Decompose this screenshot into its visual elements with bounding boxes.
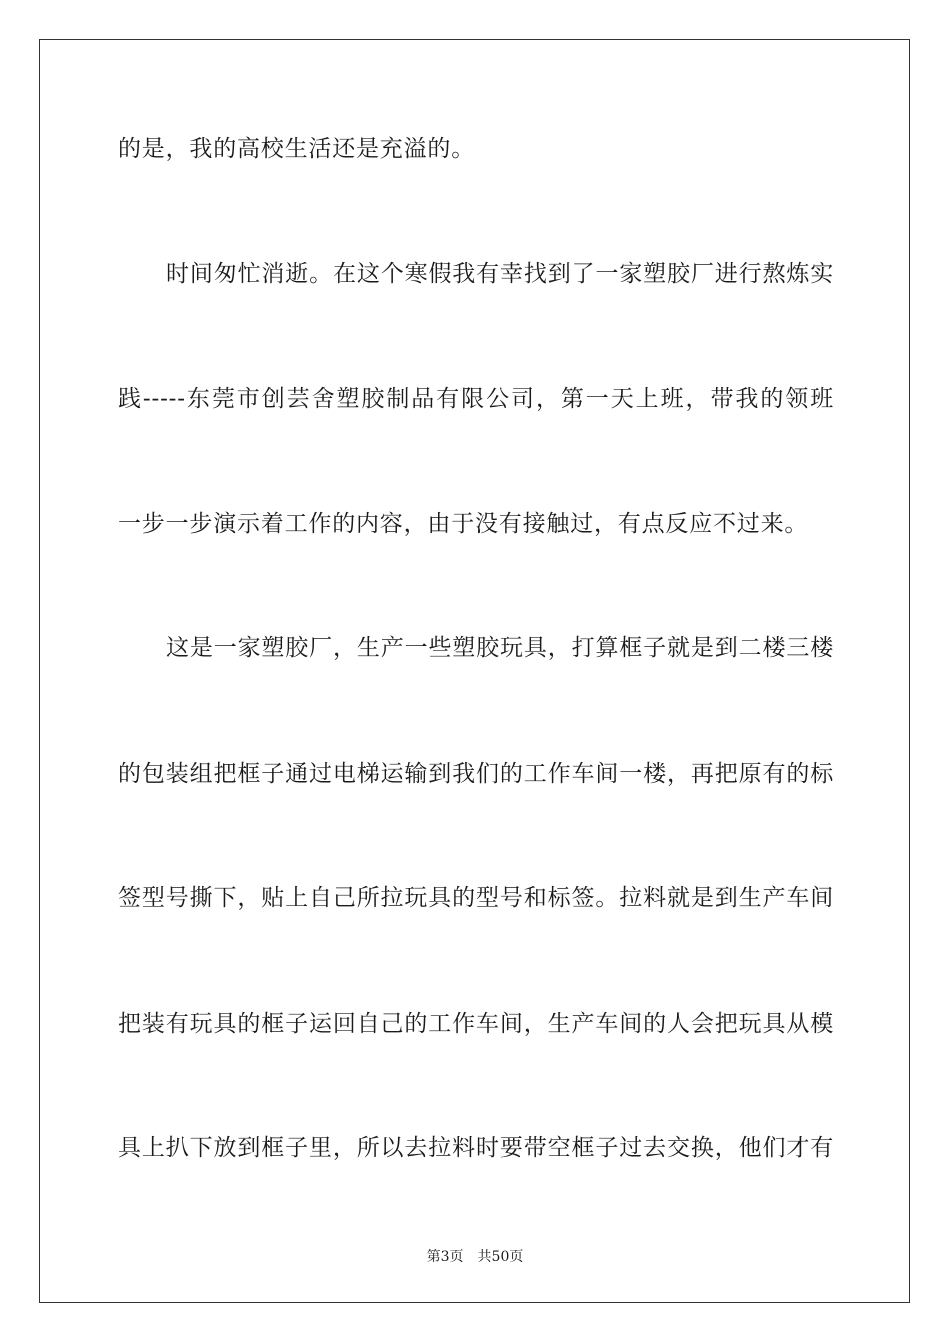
- paragraph-line: 践-----东莞市创芸舍塑胶制品有限公司，第一天上班，带我的领班: [118, 386, 834, 412]
- paragraph-line: 签型号撕下，贴上自己所拉玩具的型号和标签。拉料就是到生产车间: [118, 885, 834, 911]
- paragraph-line: 把装有玩具的框子运回自己的工作车间，生产车间的人会把玩具从模: [118, 1011, 834, 1037]
- page-number: 第3页: [426, 1249, 464, 1265]
- page-border: [39, 39, 910, 1303]
- page-footer: [0, 1247, 950, 1267]
- paragraph-line: 的包装组把框子通过电梯运输到我们的工作车间一楼，再把原有的标: [118, 761, 834, 787]
- paragraph-line: 时间匆忙消逝。在这个寒假我有幸找到了一家塑胶厂进行熬炼实: [166, 261, 834, 287]
- paragraph-line: 一步一步演示着工作的内容，由于没有接触过，有点反应不过来。: [118, 511, 809, 537]
- paragraph-line: 具上扒下放到框子里，所以去拉料时要带空框子过去交换，他们才有: [118, 1135, 834, 1161]
- paragraph-line: 这是一家塑胶厂，生产一些塑胶玩具，打算框子就是到二楼三楼: [166, 635, 834, 661]
- paragraph-line: 的是，我的高校生活还是充溢的。: [118, 136, 475, 162]
- page-total: 共50页: [477, 1249, 524, 1265]
